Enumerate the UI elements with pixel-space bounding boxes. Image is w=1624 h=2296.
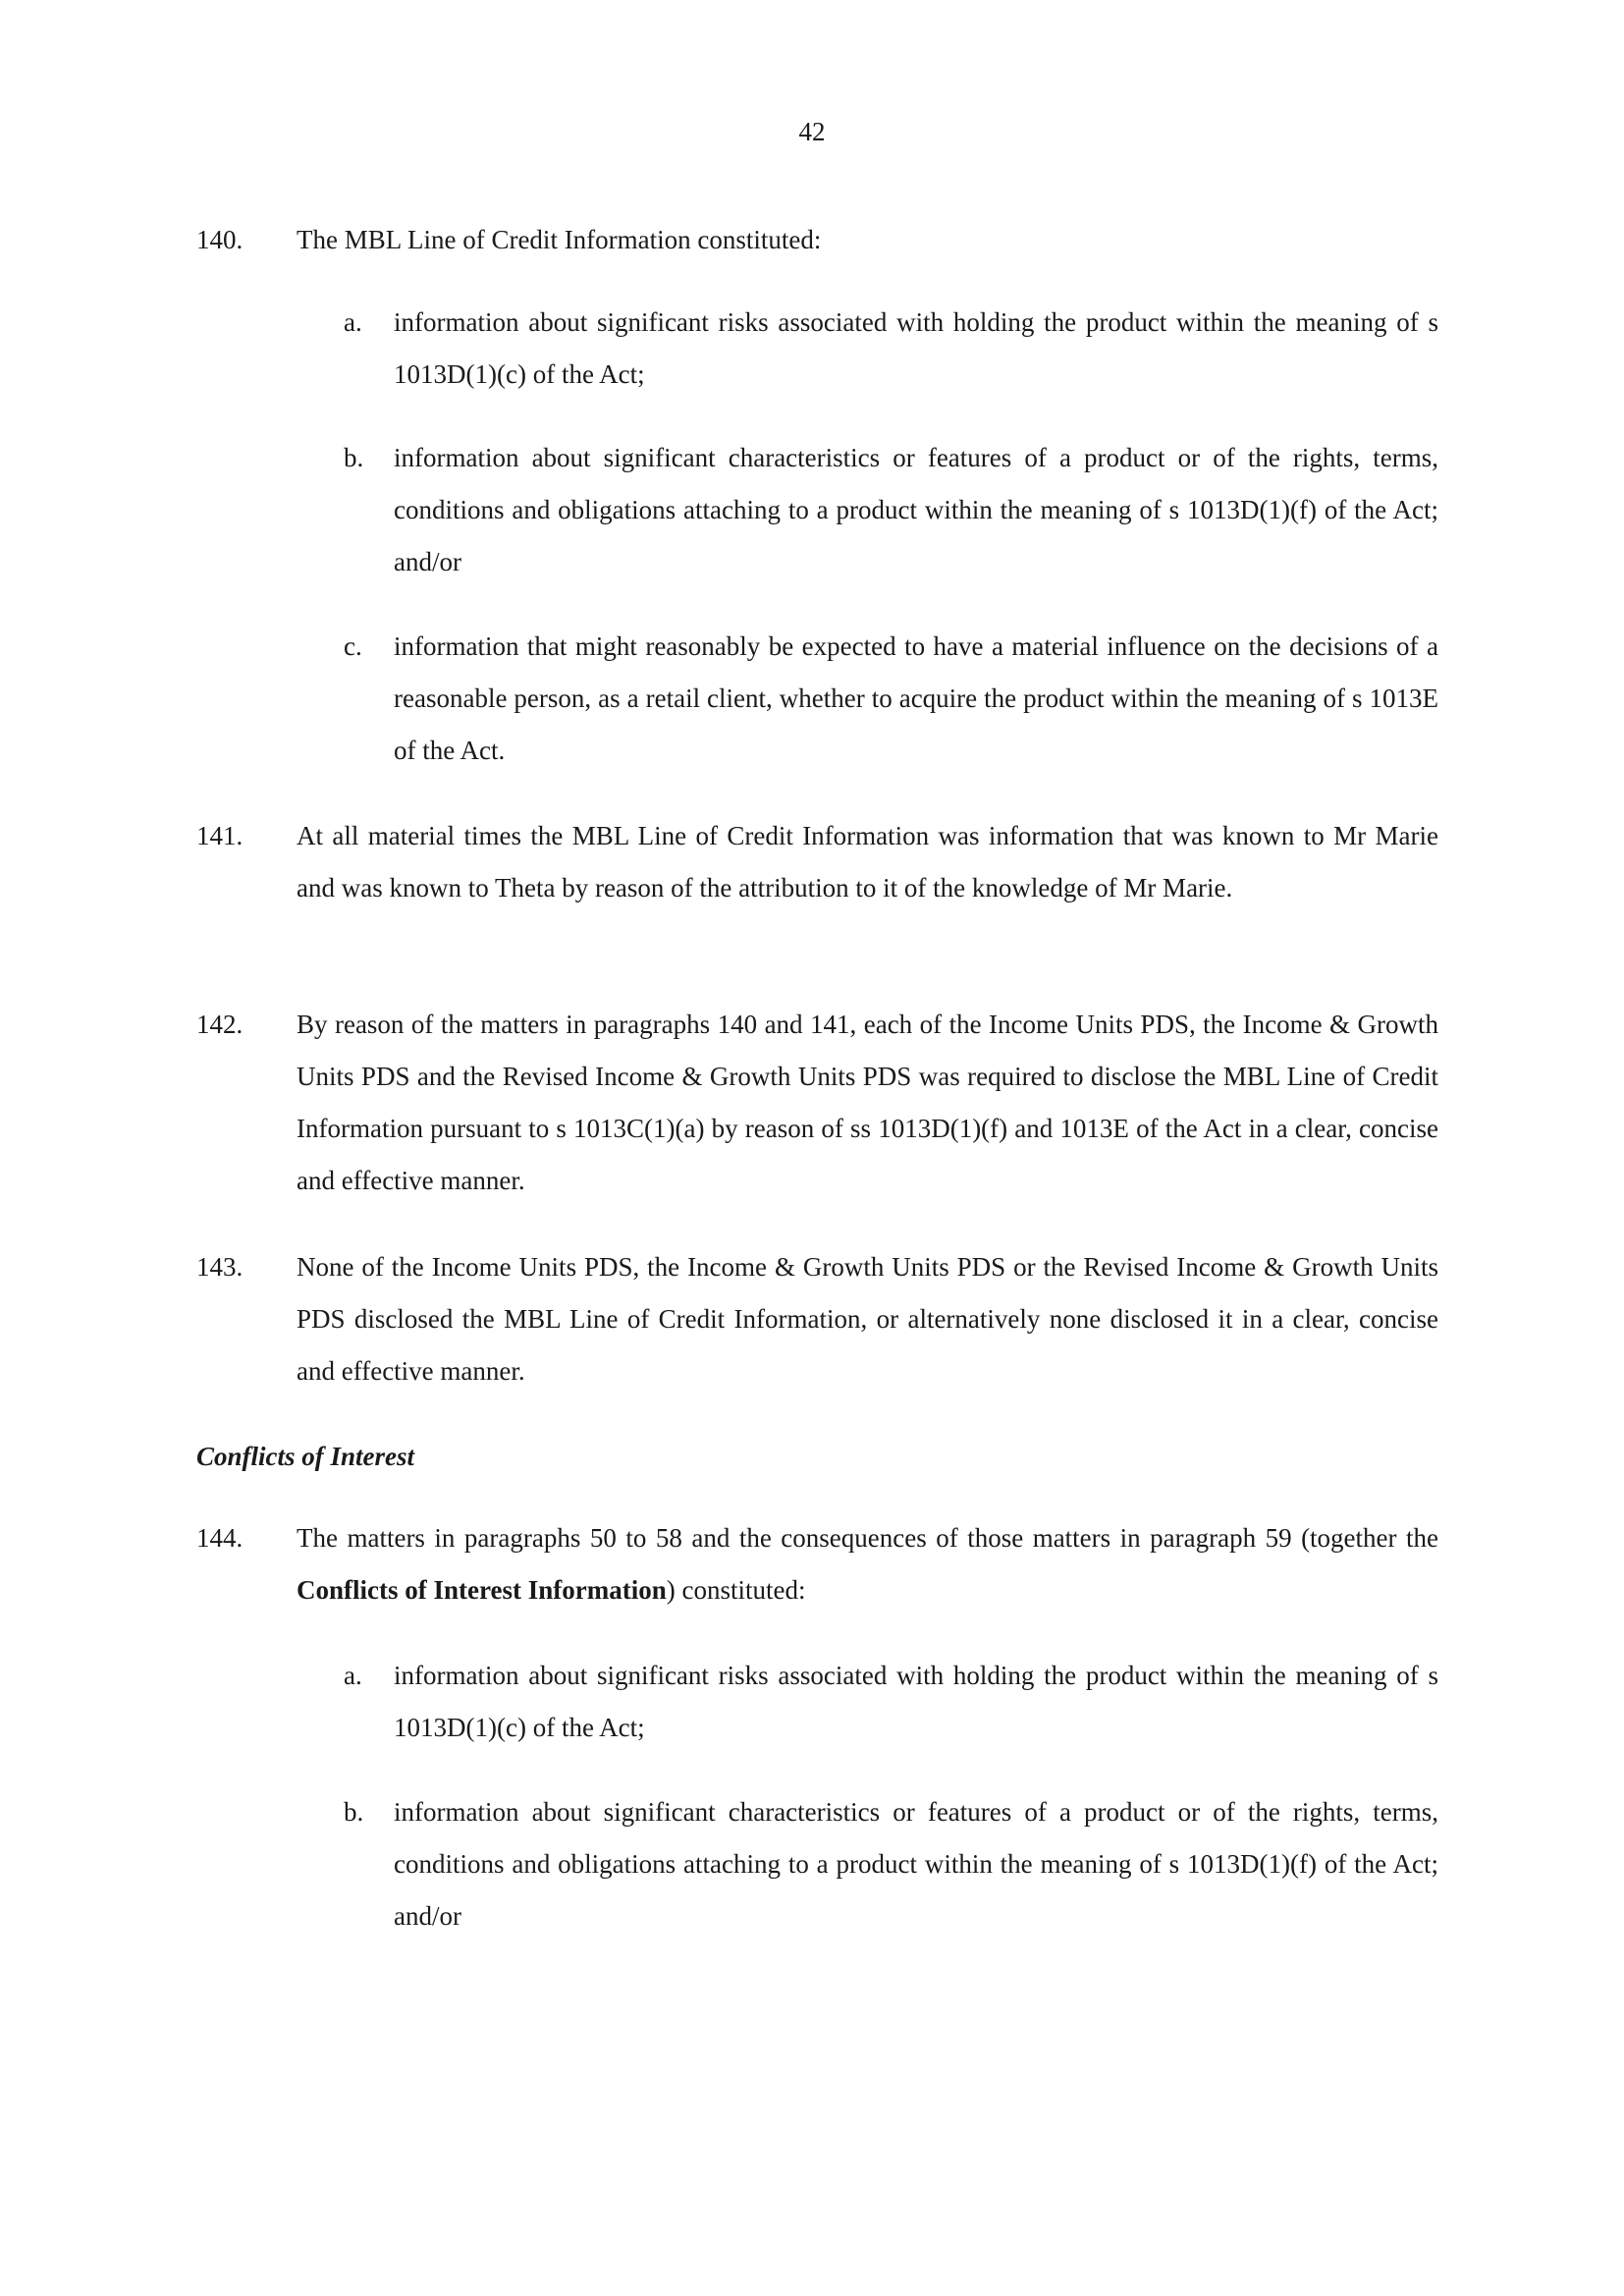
paragraph-144-item-b (344, 1786, 1438, 1942)
paragraph-text-before: The matters in paragraphs 50 to 58 and the consequences of those matters in paragraph 59 (together the (297, 1523, 1438, 1553)
paragraph-140-item-c (344, 621, 1438, 777)
defined-term: Conflicts of Interest Information (297, 1575, 667, 1605)
page-number: 42 (798, 117, 826, 146)
paragraph-text (297, 1512, 1438, 1616)
paragraph-text-after: ) constituted: (666, 1575, 806, 1605)
paragraph-text: By reason of the matters in paragraphs 140 and 141, each of the Income Units PDS, the Income & Growth Units PDS and the Revised Income & Growth Units PDS was required to disclose the MBL Line of Credit Information pursuant to s 1013C(1)(a) by reason of ss 1013D(1)(f) and 1013E of the Act in a clear, concise and effective manner. (297, 1010, 1438, 1195)
paragraph-text: At all material times the MBL Line of Credit Information was information that was known to Mr Marie and was known to Theta by reason of the attribution to it of the knowledge of Mr Marie. (297, 821, 1438, 902)
item-text: information about significant characteristics or features of a product or of the rights, terms, conditions and obligations attaching to a product within the meaning of s 1013D(1)(f) of the Act; and/or (394, 443, 1438, 576)
item-letter: b. (344, 443, 364, 472)
item-text: information about significant risks associated with holding the product within the meaning of s 1013D(1)(c) of the Act; (394, 1661, 1438, 1742)
item-letter: c. (344, 631, 362, 661)
paragraph-text: The MBL Line of Credit Information constituted: (297, 225, 822, 254)
paragraph-number: 143. (196, 1252, 244, 1282)
paragraph-140-item-a (344, 297, 1438, 401)
item-text: information about significant characteristics or features of a product or of the rights, terms, conditions and obligations attaching to a product within the meaning of s 1013D(1)(f) of the Act; and/or (394, 1797, 1438, 1931)
item-text: information that might reasonably be expected to have a material influence on the decisions of a reasonable person, as a retail client, whether to acquire the product within the meaning of s 1013E of the Act. (394, 631, 1438, 765)
paragraph-number: 140. (196, 225, 244, 254)
section-heading: Conflicts of Interest (196, 1442, 415, 1471)
paragraph-number: 141. (196, 821, 244, 850)
paragraph-number: 142. (196, 1010, 244, 1039)
paragraph-140-item-b (344, 432, 1438, 588)
paragraph-142 (196, 999, 1438, 1207)
paragraph-144 (196, 1512, 1438, 1616)
paragraph-140 (196, 214, 1438, 266)
item-letter: a. (344, 307, 362, 337)
paragraph-144-item-a (344, 1650, 1438, 1754)
paragraph-text: None of the Income Units PDS, the Income & Growth Units PDS or the Revised Income & Growth Units PDS disclosed the MBL Line of Credit Information, or alternatively none disclosed it in a clear, concise and effective manner. (297, 1252, 1438, 1386)
item-letter: a. (344, 1661, 362, 1690)
paragraph-141 (196, 810, 1438, 914)
paragraph-143 (196, 1241, 1438, 1397)
paragraph-number: 144. (196, 1523, 244, 1553)
item-text: information about significant risks associated with holding the product within the meaning of s 1013D(1)(c) of the Act; (394, 307, 1438, 389)
item-letter: b. (344, 1797, 364, 1827)
